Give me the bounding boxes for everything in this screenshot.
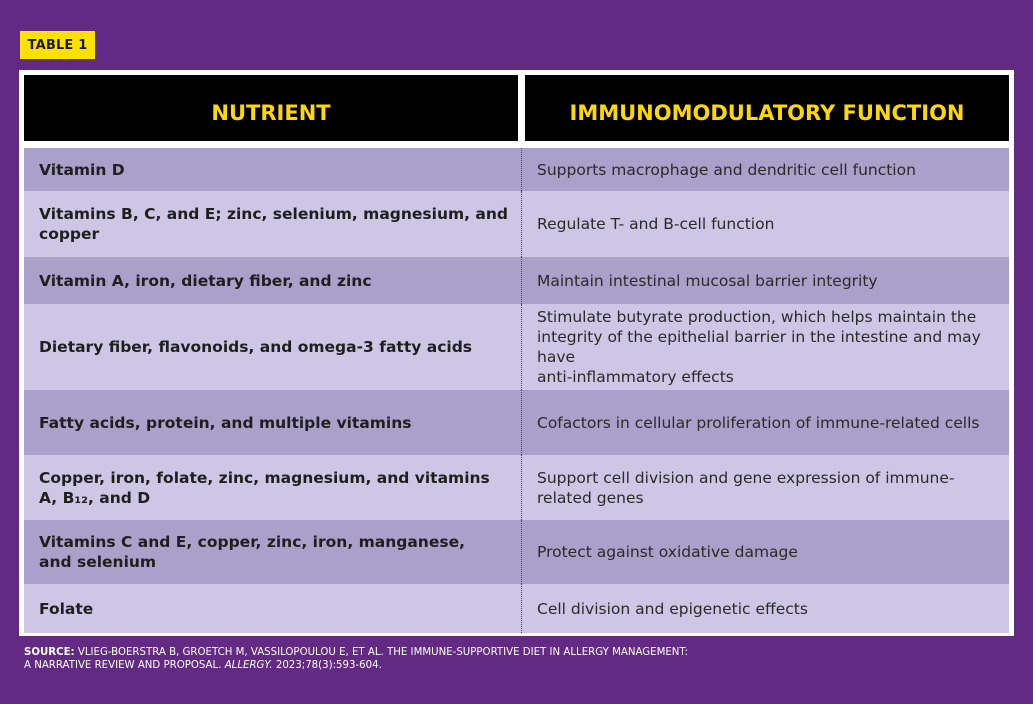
source-citation bbox=[24, 646, 1004, 672]
table-label-badge: TABLE 1 bbox=[20, 31, 95, 59]
function-cell: Regulate T- and B-cell function bbox=[521, 191, 1009, 257]
table-row bbox=[24, 304, 1009, 390]
table-row bbox=[24, 390, 1009, 455]
nutrient-cell: Vitamin D bbox=[39, 160, 125, 179]
function-cell: Cell division and epigenetic effects bbox=[521, 584, 1009, 633]
table-row bbox=[24, 148, 1009, 191]
source-authors-title: VLIEG-BOERSTRA B, GROETCH M, VASSILOPOULOU E, ET AL. THE IMMUNE-SUPPORTIVE DIET IN ALLERGY MANAGEMENT: bbox=[77, 647, 688, 658]
nutrient-cell: Copper, iron, folate, zinc, magnesium, and vitamins A, B₁₂, and D bbox=[39, 468, 490, 507]
table-row bbox=[24, 584, 1009, 633]
header-nutrient: NUTRIENT bbox=[24, 75, 518, 141]
source-title-continued: A NARRATIVE REVIEW AND PROPOSAL. bbox=[24, 660, 222, 671]
table-header-row bbox=[24, 75, 1009, 141]
function-cell: Supports macrophage and dendritic cell function bbox=[521, 148, 1009, 191]
nutrient-cell: Dietary fiber, flavonoids, and omega-3 fatty acids bbox=[39, 338, 473, 356]
nutrient-cell: Vitamins C and E, copper, zinc, iron, manganese, and selenium bbox=[39, 533, 465, 571]
nutrient-cell: Vitamins B, C, and E; zinc, selenium, magnesium, and copper bbox=[39, 205, 509, 243]
source-reference: 2023;78(3):593-604. bbox=[275, 660, 382, 671]
nutrient-table bbox=[19, 70, 1014, 636]
table-row bbox=[24, 455, 1009, 520]
table-row bbox=[24, 520, 1009, 584]
nutrient-cell: Fatty acids, protein, and multiple vitamins bbox=[39, 413, 412, 432]
header-immunomodulatory-function: IMMUNOMODULATORY FUNCTION bbox=[525, 75, 1009, 141]
header-divider bbox=[518, 75, 525, 141]
table-row bbox=[24, 257, 1009, 304]
nutrient-cell: Vitamin A, iron, dietary fiber, and zinc bbox=[39, 271, 372, 290]
table-body bbox=[24, 148, 1009, 633]
function-cell: Support cell division and gene expression of immune- related genes bbox=[521, 455, 1009, 520]
function-cell: Cofactors in cellular proliferation of immune-related cells bbox=[521, 390, 1009, 455]
function-cell: Stimulate butyrate production, which helps maintain the integrity of the epithelial barrier in the intestine and may have anti-inflammatory effects bbox=[521, 304, 1009, 390]
source-label: SOURCE: bbox=[24, 647, 75, 658]
source-journal: ALLERGY. bbox=[224, 660, 273, 671]
nutrient-cell: Folate bbox=[39, 599, 94, 618]
function-cell: Protect against oxidative damage bbox=[521, 520, 1009, 584]
table-row bbox=[24, 191, 1009, 257]
function-cell: Maintain intestinal mucosal barrier integrity bbox=[521, 257, 1009, 304]
